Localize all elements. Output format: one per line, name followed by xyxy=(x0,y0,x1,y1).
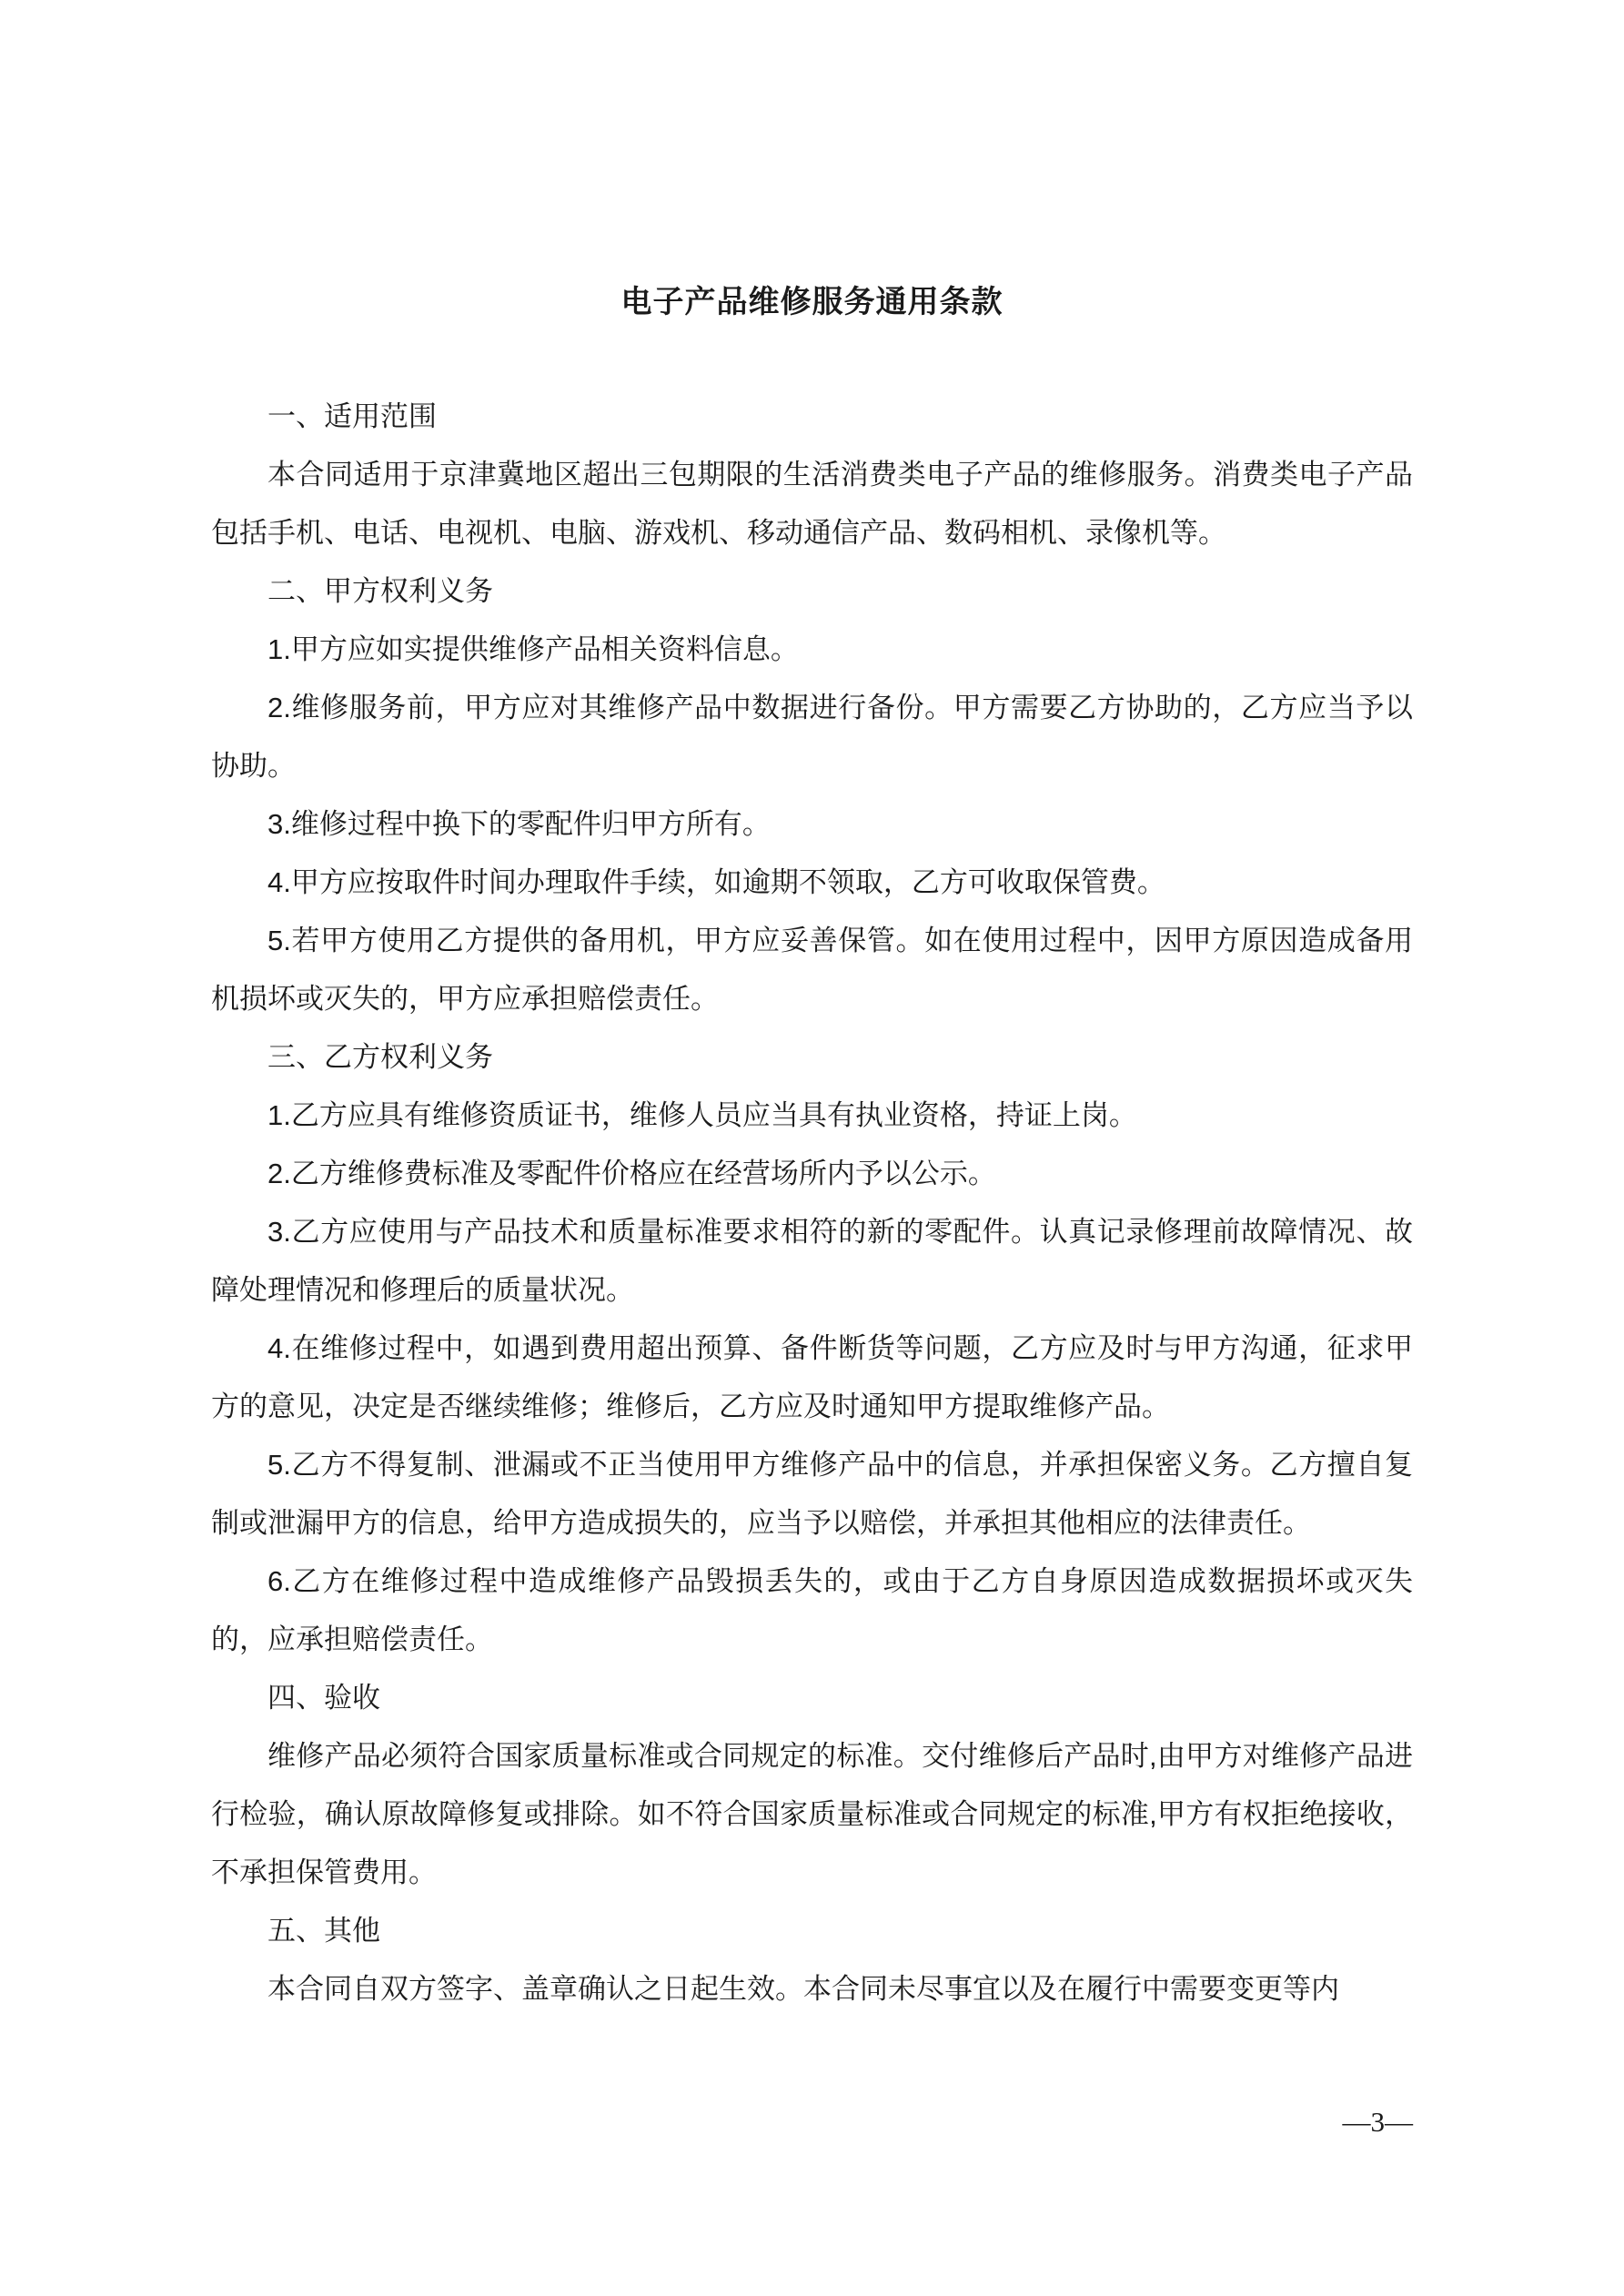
document-body xyxy=(211,388,1413,2018)
paragraph: 4.甲方应按取件时间办理取件手续，如逾期不领取，乙方可收取保管费。 xyxy=(267,866,1165,898)
section-heading: 四、验收 xyxy=(267,1682,380,1714)
section-heading: 一、适用范围 xyxy=(267,400,437,432)
paragraph: 4.在维修过程中，如遇到费用超出预算、备件断货等问题，乙方应及时与甲方沟通，征求甲方的意见，决定是否继续维修；维修后，乙方应及时通知甲方提取维修产品。 xyxy=(211,1332,1413,1422)
section-heading: 二、甲方权利义务 xyxy=(267,575,493,607)
paragraph: 2.维修服务前，甲方应对其维修产品中数据进行备份。甲方需要乙方协助的，乙方应当予以协助。 xyxy=(211,692,1413,782)
paragraph: 6.乙方在维修过程中造成维修产品毁损丢失的，或由于乙方自身原因造成数据损坏或灭失的，应承担赔偿责任。 xyxy=(211,1565,1413,1655)
paragraph: 维修产品必须符合国家质量标准或合同规定的标准。交付维修后产品时,由甲方对维修产品进行检验，确认原故障修复或排除。如不符合国家质量标准或合同规定的标准,甲方有权拒绝接收，不承担保管费用。 xyxy=(211,1740,1413,1888)
section-heading: 五、其他 xyxy=(267,1915,380,1947)
paragraph: 3.维修过程中换下的零配件归甲方所有。 xyxy=(267,808,771,840)
paragraph: 3.乙方应使用与产品技术和质量标准要求相符的新的零配件。认真记录修理前故障情况、故障处理情况和修理后的质量状况。 xyxy=(211,1216,1413,1306)
paragraph: 5.乙方不得复制、泄漏或不正当使用甲方维修产品中的信息，并承担保密义务。乙方擅自复制或泄漏甲方的信息，给甲方造成损失的，应当予以赔偿，并承担其他相应的法律责任。 xyxy=(211,1449,1413,1539)
paragraph: 5.若甲方使用乙方提供的备用机，甲方应妥善保管。如在使用过程中，因甲方原因造成备用机损坏或灭失的，甲方应承担赔偿责任。 xyxy=(211,925,1413,1015)
section-heading: 三、乙方权利义务 xyxy=(267,1041,493,1073)
paragraph: 本合同自双方签字、盖章确认之日起生效。本合同未尽事宜以及在履行中需要变更等内 xyxy=(267,1973,1339,2005)
paragraph: 2.乙方维修费标准及零配件价格应在经营场所内予以公示。 xyxy=(267,1158,996,1189)
paragraph: 1.甲方应如实提供维修产品相关资料信息。 xyxy=(267,633,799,665)
paragraph: 本合同适用于京津冀地区超出三包期限的生活消费类电子产品的维修服务。消费类电子产品包括手机、电话、电视机、电脑、游戏机、移动通信产品、数码相机、录像机等。 xyxy=(211,459,1413,549)
page-number: —3— xyxy=(1342,2106,1413,2138)
document-title: 电子产品维修服务通用条款 xyxy=(620,285,1004,319)
paragraph: 1.乙方应具有维修资质证书，维修人员应当具有执业资格，持证上岗。 xyxy=(267,1099,1137,1131)
